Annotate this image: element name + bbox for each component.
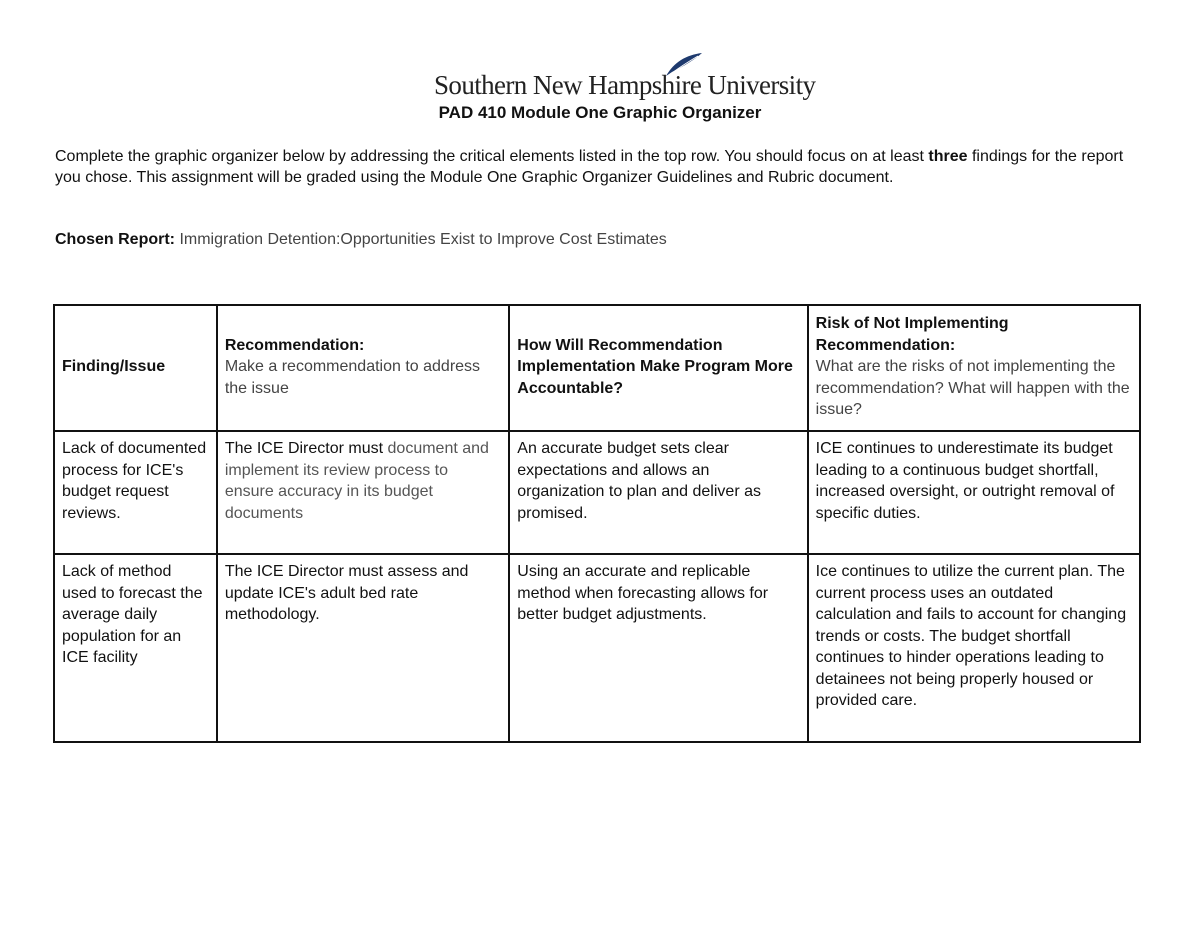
table-row [54, 554, 1140, 742]
header-recommendation-title: Recommendation: [224, 336, 365, 354]
header-finding-title: Finding/Issue [62, 358, 166, 376]
cell-risk: ICE continues to underestimate its budget leading to a continuous budget shortfall, increased oversight, or outright removal of specific duties. [808, 431, 1140, 554]
header-accountability [509, 305, 807, 431]
recommendation-rest: document and implement its review process to ensure accuracy in its budget documents [224, 440, 489, 522]
feather-icon [664, 52, 704, 78]
header-recommendation-sub: Make a recommendation to address the issue [224, 358, 481, 397]
header-finding-issue [54, 305, 217, 431]
chosen-report-line [55, 229, 1145, 250]
logo-wordmark: Southern New Hampshire University [434, 70, 816, 100]
university-logo [434, 52, 816, 104]
cell-recommendation [217, 431, 509, 554]
instructions-paragraph [55, 146, 1145, 188]
cell-finding: Lack of method used to forecast the average daily population for an ICE facility [54, 554, 217, 742]
cell-recommendation: The ICE Director must assess and update ICE's adult bed rate methodology. [217, 554, 509, 742]
instructions-emphasis: three [928, 148, 968, 165]
cell-finding: Lack of documented process for ICE's budget request reviews. [54, 431, 217, 554]
table-row [54, 431, 1140, 554]
instructions-text-2: findings for the report you chose. This assignment will be graded using the Module One Graphic Organizer Guidelines and Rubric document. [55, 148, 1124, 186]
cell-risk: Ice continues to utilize the current plan. The current process uses an outdated calculation and fails to account for changing trends or costs. The budget shortfall continues to hinder operations leading to detainees not being properly housed or provided care. [808, 554, 1140, 742]
chosen-report-label: Chosen Report: [55, 231, 175, 248]
cell-accountability: An accurate budget sets clear expectations and allows an organization to plan and deliver as promised. [509, 431, 807, 554]
document-title: PAD 410 Module One Graphic Organizer [438, 103, 762, 122]
chosen-report-value: Immigration Detention:Opportunities Exist to Improve Cost Estimates [179, 231, 667, 248]
table-header-row [54, 305, 1140, 431]
header-accountability-title: How Will Recommendation Implementation Make Program More Accountable? [517, 336, 793, 397]
header-recommendation [217, 305, 509, 431]
header-risk-sub: What are the risks of not implementing the recommendation? What will happen with the issue? [815, 358, 1130, 419]
instructions-text-1: Complete the graphic organizer below by addressing the critical elements listed in the top row. You should focus on at least [55, 148, 929, 165]
header-risk-title: Risk of Not Implementing Recommendation: [815, 315, 1009, 354]
recommendation-start: The ICE Director must [224, 440, 388, 457]
header-risk [808, 305, 1140, 431]
cell-accountability: Using an accurate and replicable method when forecasting allows for better budget adjustments. [509, 554, 807, 742]
graphic-organizer-table [53, 304, 1141, 743]
